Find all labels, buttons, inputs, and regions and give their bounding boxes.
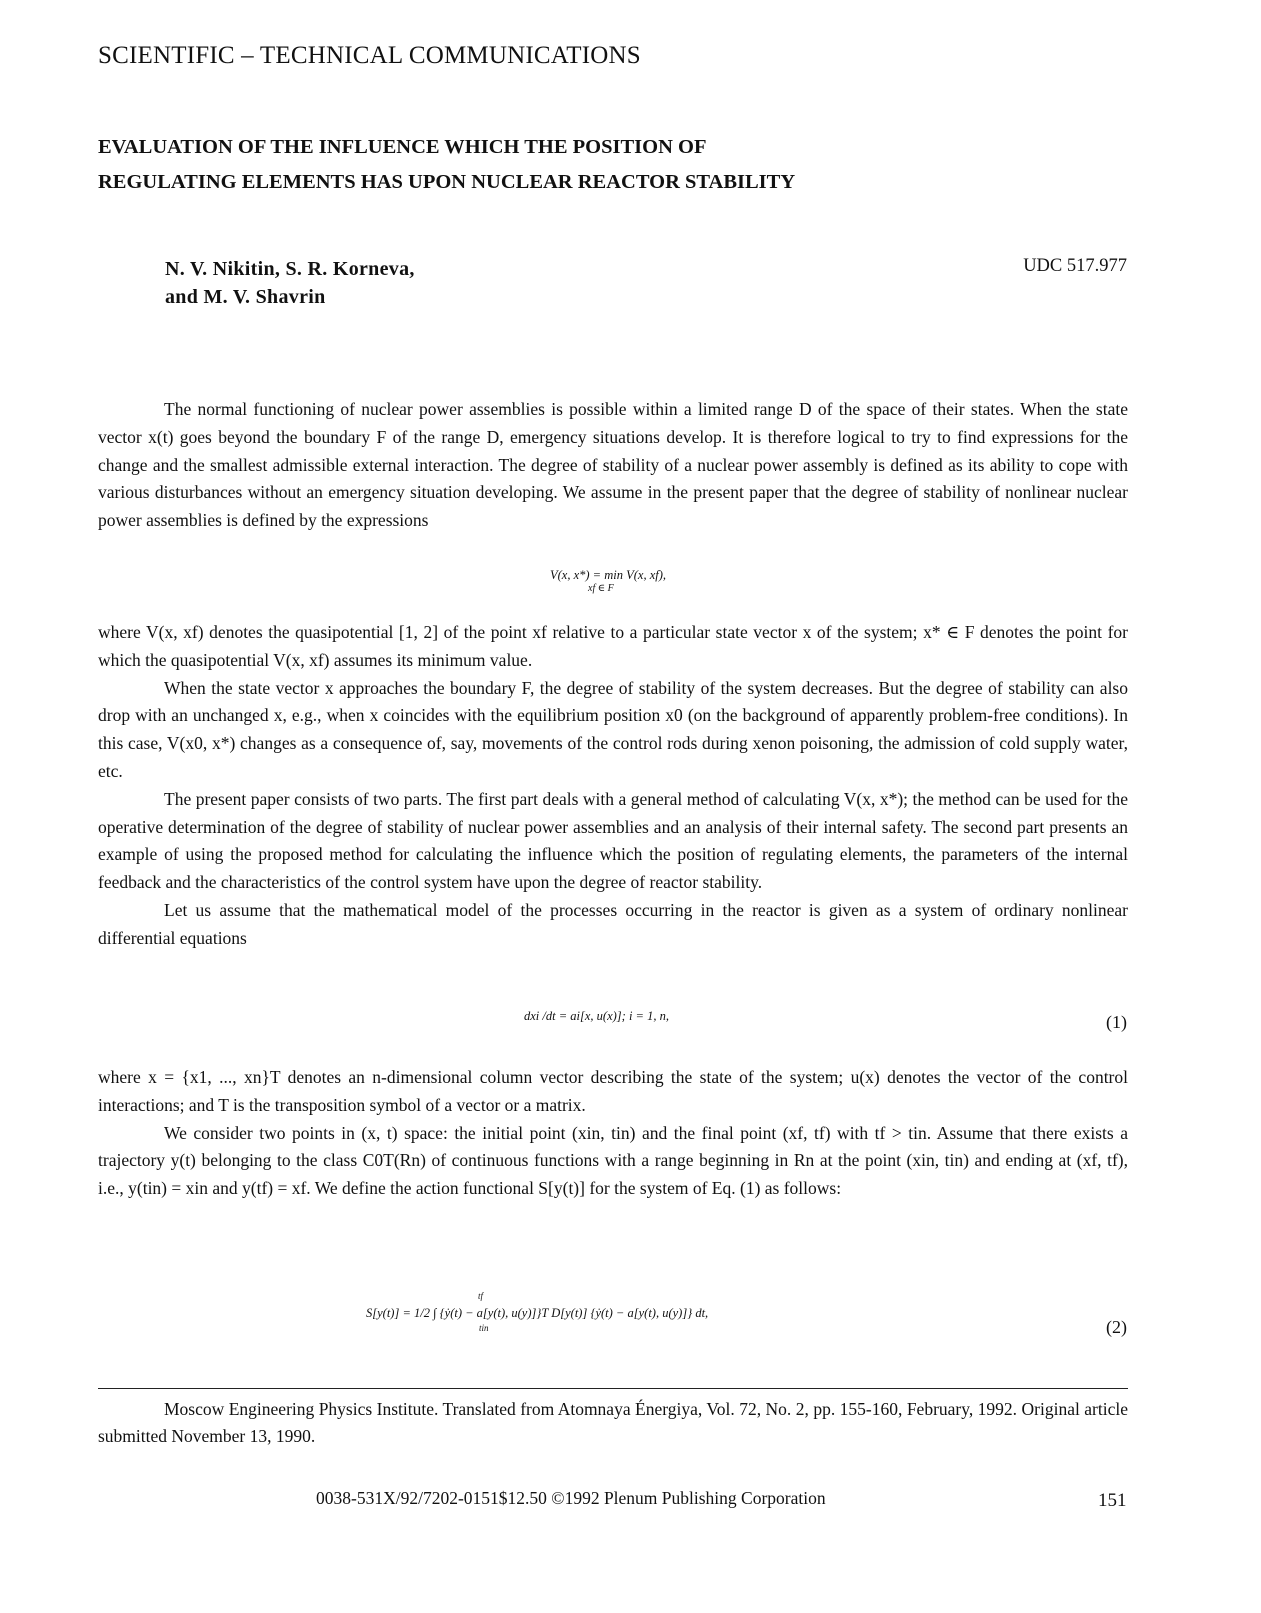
paragraph-action-functional: We consider two points in (x, t) space: the initial point (xin, tin) and the final point (xf, tf) with tf > tin. Assume that there exists a trajectory y(t) belonging to the class C0T(Rn) of continuous functions with a range beginning in Rn at the point (xin, tin) and ending at (xf, tf), i.e., y(tin) = xin and y(tf) = xf. We define the action functional S[y(t)] for the system of Eq. (1) as follows: [98, 1122, 1128, 1199]
authors [165, 255, 415, 311]
paragraph-intro: The normal functioning of nuclear power assemblies is possible within a limited range D of the space of their states. When the state vector x(t) goes beyond the boundary F of the range D, emergency situations develop. It is therefore logical to try to find expressions for the change and the smallest admissible external interaction. The degree of stability of a nuclear power assembly is defined as its ability to cope with various disturbances without an emergency situation developing. We assume in the present paper that the degree of stability of nonlinear nuclear power assemblies is defined by the expressions [98, 399, 1128, 531]
footnote-text: Moscow Engineering Physics Institute. Translated from Atomnaya Énergiya, Vol. 72, No. 2, pp. 155-160, February, 1992. Original article submitted November 13, 1990. [98, 1399, 1128, 1446]
paragraph-quasipotential: where V(x, xf) denotes the quasipotential [1, 2] of the point xf relative to a particular state vector x of the system; x* ∈ F denotes the point for which the quasipotential V(x, xf) assumes its minimum value. [98, 622, 1128, 670]
equation-1-number: (1) [1106, 1012, 1127, 1032]
body-block-1 [98, 396, 1128, 535]
equation-stability-min-subscript: xf ∈ F [588, 583, 614, 594]
udc-code: UDC 517.977 [1023, 256, 1127, 276]
paragraph-parts: The present paper consists of two parts. The first part deals with a general method of calculating V(x, x*); the method can be used for the operative determination of the degree of stability of nuclear power assemblies and an analysis of their internal safety. The second part presents an example of using the proposed method for calculating the influence which the position of regulating elements, the parameters of the internal feedback and the characteristics of the control system have upon the degree of reactor stability. [98, 788, 1128, 893]
paper-title [98, 130, 795, 200]
paragraph-model: Let us assume that the mathematical model of the processes occurring in the reactor is given as a system of ordinary nonlinear differential equations [98, 899, 1128, 948]
equation-stability-min: V(x, x*) = min V(x, xf), [550, 568, 667, 582]
paragraph-boundary: When the state vector x approaches the boundary F, the degree of stability of the system decreases. But the degree of stability can also drop with an unchanged x, e.g., when x coincides with the equilibrium position x0 (on the background of apparently problem-free conditions). In this case, V(x0, x*) changes as a consequence of, say, movements of the control rods during xenon poisoning, the admission of cold supply water, etc. [98, 677, 1128, 781]
authors-line-2: and M. V. Shavrin [165, 286, 326, 308]
equation-2-number: (2) [1106, 1317, 1127, 1337]
title-line-2: REGULATING ELEMENTS HAS UPON NUCLEAR REACTOR STABILITY [98, 171, 796, 193]
section-heading: SCIENTIFIC – TECHNICAL COMMUNICATIONS [98, 42, 641, 69]
body-block-2 [98, 619, 1128, 953]
paragraph-state-vector: where x = {x1, ..., xn}T denotes an n-dimensional column vector describing the state of the system; u(x) denotes the vector of the control interactions; and T is the transposition symbol of a vector or a matrix. [98, 1067, 1128, 1115]
title-line-1: EVALUATION OF THE INFLUENCE WHICH THE POSITION OF [98, 136, 707, 158]
equation-2-upper-limit: tf [478, 1291, 484, 1301]
equation-2-lower-limit: tin [479, 1323, 489, 1333]
copyright-line: 0038-531X/92/7202-0151$12.50 ©1992 Plenum Publishing Corporation [316, 1488, 826, 1508]
body-block-3 [98, 1064, 1128, 1203]
footnote-divider [98, 1388, 1128, 1389]
authors-line-1: N. V. Nikitin, S. R. Korneva, [165, 258, 415, 280]
equation-1: dxi /dt = ai[x, u(x)]; i = 1, n, [524, 1009, 669, 1023]
footnote [98, 1396, 1128, 1450]
equation-2: S[y(t)] = 1/2 ∫ {ẏ(t) − a[y(t), u(y)]}T D[y(t)] {ẏ(t) − a[y(t), u(y)]} dt, [366, 1306, 709, 1320]
page-number: 151 [1098, 1490, 1127, 1511]
